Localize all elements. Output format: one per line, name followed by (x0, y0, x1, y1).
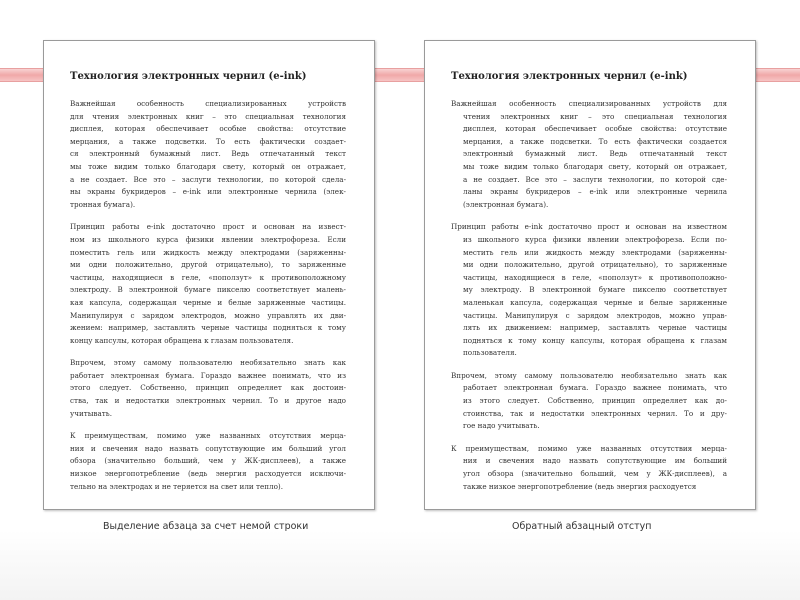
paragraph (451, 221, 727, 360)
text-line: ланы экраны букридеров – e-ink или электронные чернила (463, 187, 727, 197)
paragraph (451, 98, 727, 211)
document-body-right (451, 98, 727, 493)
text-line: обзора (значительно больший, чем у ЖК-дисплеев), а также (70, 456, 346, 466)
text-line: Принцип работы e-ink достаточно прост и основан на извест- (70, 222, 346, 232)
text-line: ся электронный бумажный лист. Ведь отпечатанный текст (70, 149, 346, 159)
text-line: также низкое энергопотребление (ведь энергия расходуется (463, 481, 697, 491)
text-line: маленькая капсула, содержащая черные и белые заряженные (463, 297, 727, 307)
document-body-left (70, 98, 346, 493)
text-line: Манипулируя с зарядом электродов, можно управлять их дви- (70, 310, 346, 320)
text-line: жением: например, заставлять черные частицы подняться к тому (70, 323, 346, 333)
text-line: ми одни положительно, другой отрицательно), то заряженные (70, 260, 346, 270)
text-line: электроду. В электронной бумаге пикселю соответствует малень- (70, 285, 346, 295)
document-title-left: Технология электронных чернил (e-ink) (70, 71, 307, 82)
text-line: му электроду. В электронной бумаге пикселю соответствует (463, 285, 727, 295)
text-line: концу капсулы, которая обращена к глазам пользователя. (70, 335, 294, 345)
document-title-right: Технология электронных чернил (e-ink) (451, 71, 688, 82)
text-line: из школьного курса физики явлении электрофореза. Если по- (463, 234, 727, 244)
text-line: учитывать. (70, 408, 112, 418)
paragraph (70, 430, 346, 493)
text-line: частицы. Манипулируя с зарядом электродов, можно управ- (463, 310, 727, 320)
text-line: кая капсула, содержащая черные и белые заряженные частицы. (70, 297, 346, 307)
document-page-right (424, 40, 756, 510)
text-line: К преимуществам, помимо уже названных отсутствия мерца- (70, 431, 346, 441)
text-line: тронная бумага). (70, 199, 136, 209)
text-line: пользователя. (463, 348, 517, 358)
text-line: частицы, находящиеся в геле, «поползут» к противоположному (70, 272, 346, 282)
text-line: частицы, находящиеся в геле, «поползут» к противоположно- (463, 272, 727, 282)
text-line: (электронная бумага). (463, 199, 549, 209)
text-line: дисплея, которая обеспечивает особые свойства: отсутствие (70, 124, 346, 134)
text-line: ми одни положительно, другой отрицательно), то заряженные (463, 260, 727, 270)
paragraph (70, 221, 346, 347)
text-line: низкое энергопотребление (ведь энергия расходуется исключи- (70, 469, 346, 479)
paragraph (451, 370, 727, 433)
text-line: работает электронная бумага. Гораздо важнее понимать, что из (70, 370, 346, 380)
text-line: стоинства, так и недостатки электронных чернил. То и дру- (463, 408, 727, 418)
document-page-left (43, 40, 375, 510)
text-line: Принцип работы e-ink достаточно прост и основан на известном (451, 222, 727, 232)
caption-left: Выделение абзаца за счет немой строки (103, 521, 309, 532)
text-line: ства, так и недостатки электронных чернил. То и другое надо (70, 396, 346, 406)
text-line: ния и свечения надо назвать сопутствующие им больший (463, 456, 727, 466)
text-line: а не создает. Все это – заслуги технологии, по которой сдела- (70, 174, 346, 184)
text-line: гое надо учитывать. (463, 421, 540, 431)
text-line: для чтения электронных книг – это специальная технология (70, 111, 346, 121)
text-line: лять их движением: например, заставлять черные частицы (463, 323, 727, 333)
background-fade (0, 530, 800, 600)
text-line: мы тоже видим только благодаря свету, который он отражает, (70, 161, 346, 171)
text-line: чтения электронных книг – это специальная технология (463, 111, 727, 121)
text-line: Важнейшая особенность специализированных устройств (70, 99, 346, 108)
text-line: мерцания, а также подсветки. То есть фактически создает- (70, 136, 346, 146)
text-line: мы тоже видим только благодаря свету, который он отражает, (463, 161, 727, 171)
paragraph (70, 357, 346, 420)
text-line: тельно на электродах и не теряется на свет или тепло). (70, 481, 283, 491)
text-line: ном из школьного курса физики явлении электрофореза. Если (70, 234, 346, 244)
caption-right: Обратный абзацный отступ (512, 521, 652, 532)
paragraph (70, 98, 346, 211)
text-line: дисплея, которая обеспечивает особые свойства: отсутствие (463, 124, 727, 134)
text-line: этого следует. Собственно, принцип определяет как достоин- (70, 383, 346, 393)
text-line: ния и свечения надо назвать сопутствующие им больший угол (70, 443, 346, 453)
text-line: угол обзора (значительно больший, чем у ЖК-дисплеев), а (463, 469, 727, 479)
text-line: работает электронная бумага. Гораздо важнее понимать, что (463, 383, 727, 393)
text-line: из этого следует. Собственно, принцип определяет как до- (463, 396, 727, 406)
text-line: Впрочем, этому самому пользователю необязательно знать как (451, 370, 727, 380)
text-line: ны экраны букридеров – e-ink или электронные чернила (элек- (70, 187, 346, 197)
text-line: Важнейшая особенность специализированных устройств для (451, 99, 727, 108)
text-line: а не создает. Все это – заслуги технологии, по которой сде- (463, 174, 727, 184)
text-line: подняться к тому концу капсулы, которая обращена к глазам (463, 335, 727, 345)
text-line: электронный бумажный лист. Ведь отпечатанный текст (463, 149, 727, 159)
text-line: местить гель или жидкость между электродами (заряженны- (463, 247, 727, 257)
text-line: поместить гель или жидкость между электродами (заряженны- (70, 247, 346, 257)
text-line: К преимуществам, помимо уже названных отсутствия мерца- (451, 443, 727, 453)
paragraph (451, 443, 727, 493)
text-line: Впрочем, этому самому пользователю необязательно знать как (70, 358, 346, 368)
text-line: мерцания, а также подсветки. То есть фактически создается (463, 136, 727, 146)
